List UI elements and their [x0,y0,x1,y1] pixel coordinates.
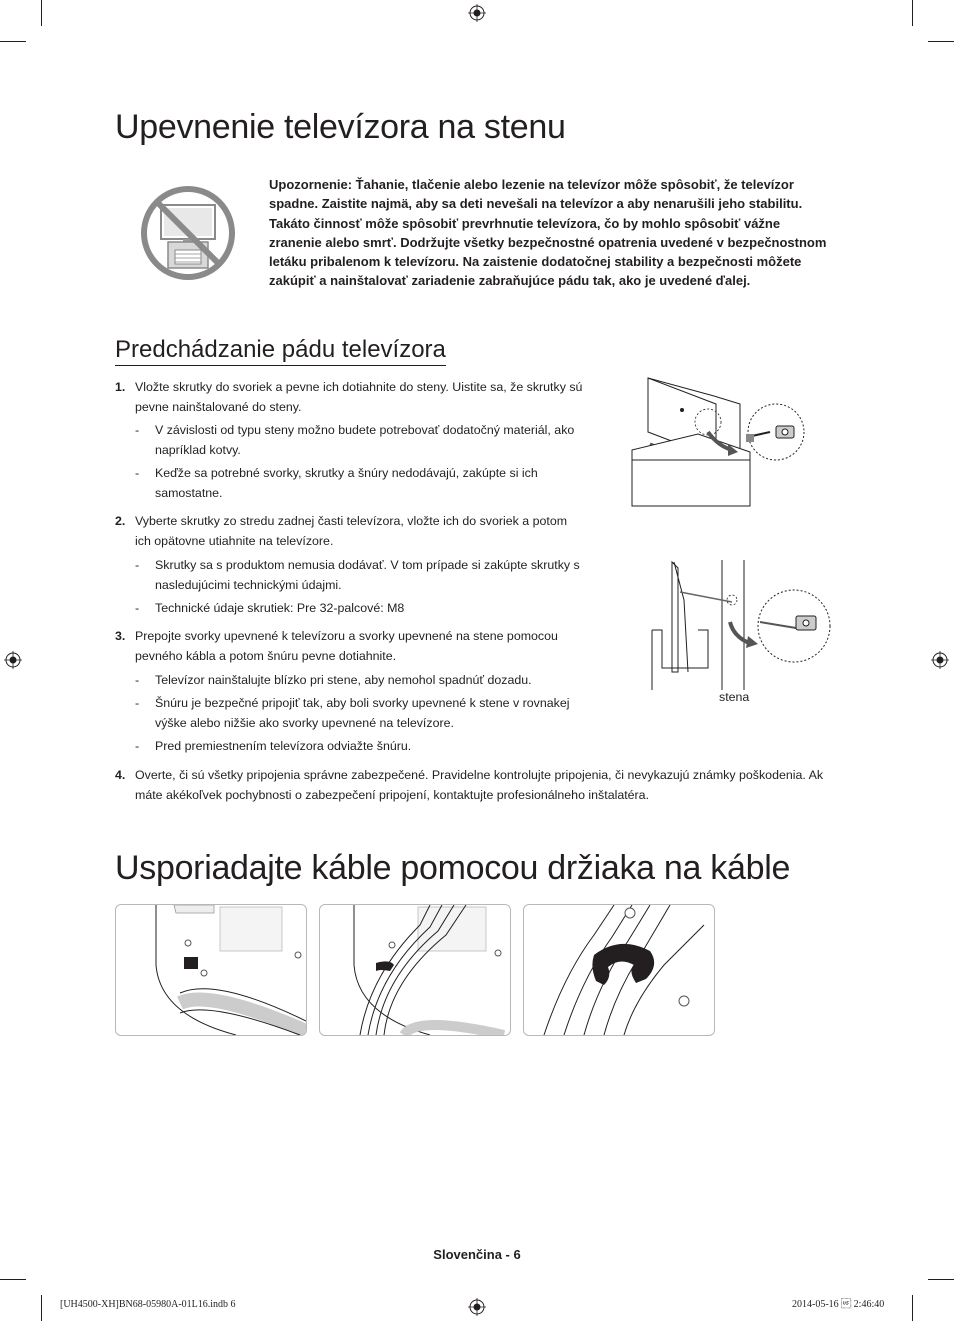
section-title-wall-mount: Upevnenie televízora na stenu [115,108,566,146]
note-text: Televízor nainštalujte blízko pri stene, aby nemohol spadnúť dozadu. [155,673,532,687]
step-1-note-2 [135,464,580,503]
crop-mark [912,1295,913,1321]
registration-mark-icon [468,1298,486,1316]
dash-bullet: - [135,739,140,753]
dash-bullet: - [135,696,140,710]
section-title-fall-prevention: Predchádzanie pádu televízora [115,336,446,366]
cable-holder-step-2-image [319,904,511,1036]
tv-wall-cord-illustration [648,560,838,692]
note-text: V závislosti od typu steny možno budete potrebovať dodatočný materiál, ako napríklad kotvy. [155,423,575,457]
cable-holder-installed-icon [320,905,510,1035]
crop-mark [912,0,913,26]
cable-holder-closeup-icon [524,905,714,1035]
dash-bullet: - [135,466,140,480]
step-text: Prepojte svorky upevnené k televízoru a svorky upevnené na stene pomocou pevného kábla a potom šnúru pevne dotiahnite. [135,629,558,663]
note-text: Skrutky sa s produktom nemusia dodávať. V tom prípade si zakúpte skrutky s nasledujúcimi technickými údajmi. [155,558,580,592]
step-2 [115,512,585,551]
section-title-cable-holder: Usporiadajte káble pomocou držiaka na káble [115,849,791,887]
warning-text: Upozornenie: Ťahanie, tlačenie alebo lezenie na televízor môže spôsobiť, že televízor spadne. Zaistite najmä, aby sa deti nevešali na televízor a aby nenarušili jeho stabilitu. Takáto činnosť môže spôsobiť prevrhnutie televízora, čo by mohlo spôsobiť vážne zranenie alebo smrť. Dodržujte všetky bezpečnostné opatrenia uvedené v bezpečnostnom letáku pribalenom k televízoru. Na zaistenie dodatočnej stability a bezpečnosti môžete zakúpiť a nainštalovať zariadenie zabraňujúce pádu tak, ako je uvedené ďalej. [269,177,827,289]
registration-mark-icon [931,651,949,669]
step-3-note-3 [135,737,580,757]
note-text: Šnúru je bezpečné pripojiť tak, aby boli svorky upevnené k stene v rovnakej výške alebo nižšie ako svorky upevnené na televízore. [155,696,570,730]
note-text: Pred premiestnením televízora odviažte šnúru. [155,739,412,753]
tv-back-panel-icon [116,905,306,1035]
step-3 [115,627,585,666]
step-1-note-1 [135,421,580,460]
tv-bracket-illustration [628,374,808,514]
crop-mark [0,41,26,42]
step-number: 4. [115,768,126,782]
dash-bullet: - [135,423,140,437]
crop-mark [928,41,954,42]
crop-mark [928,1279,954,1280]
step-number: 3. [115,629,126,643]
step-3-note-2 [135,694,580,733]
step-4 [115,766,835,805]
crop-mark [0,1279,26,1280]
step-1 [115,378,585,417]
cable-holder-step-3-image [523,904,715,1036]
crop-mark [41,1295,42,1321]
step-text: Overte, či sú všetky pripojenia správne zabezpečené. Pravidelne kontrolujte pripojenia, či nevykazujú známky poškodenia. Ak máte akékoľvek pochybnosti o zabezpečení pripojení, kontaktujte profesionálneho inštalatéra. [135,768,824,802]
dash-bullet: - [135,558,140,572]
step-3-note-1 [135,671,580,691]
dash-bullet: - [135,673,140,687]
note-text: Technické údaje skrutiek: Pre 32-palcové: M8 [155,601,405,615]
print-slug-left: [UH4500-XH]BN68-05980A-01L16.indb 6 [60,1299,236,1310]
step-2-note-2 [135,599,580,619]
registration-mark-icon [468,4,486,22]
crop-mark [41,0,42,26]
no-climbing-warning-icon [139,184,237,282]
dash-bullet: - [135,601,140,615]
page-footer-label: Slovenčina - 6 [433,1247,521,1262]
print-slug-right: 2014-05-16 2:46:40 [792,1299,885,1310]
step-number: 2. [115,514,126,528]
step-text: Vyberte skrutky zo stredu zadnej časti televízora, vložte ich do svoriek a potom ich opätovne utiahnite na televízore. [135,514,568,548]
cable-holder-step-1-image [115,904,307,1036]
step-2-note-1 [135,556,580,595]
wall-label: stena [719,690,750,704]
step-number: 1. [115,380,126,394]
registration-mark-icon [4,651,22,669]
note-text: Keďže sa potrebné svorky, skrutky a šnúry nedodávajú, zakúpte si ich samostatne. [155,466,538,500]
step-text: Vložte skrutky do svoriek a pevne ich dotiahnite do steny. Uistite sa, že skrutky sú pevne nainštalované do steny. [135,380,583,414]
